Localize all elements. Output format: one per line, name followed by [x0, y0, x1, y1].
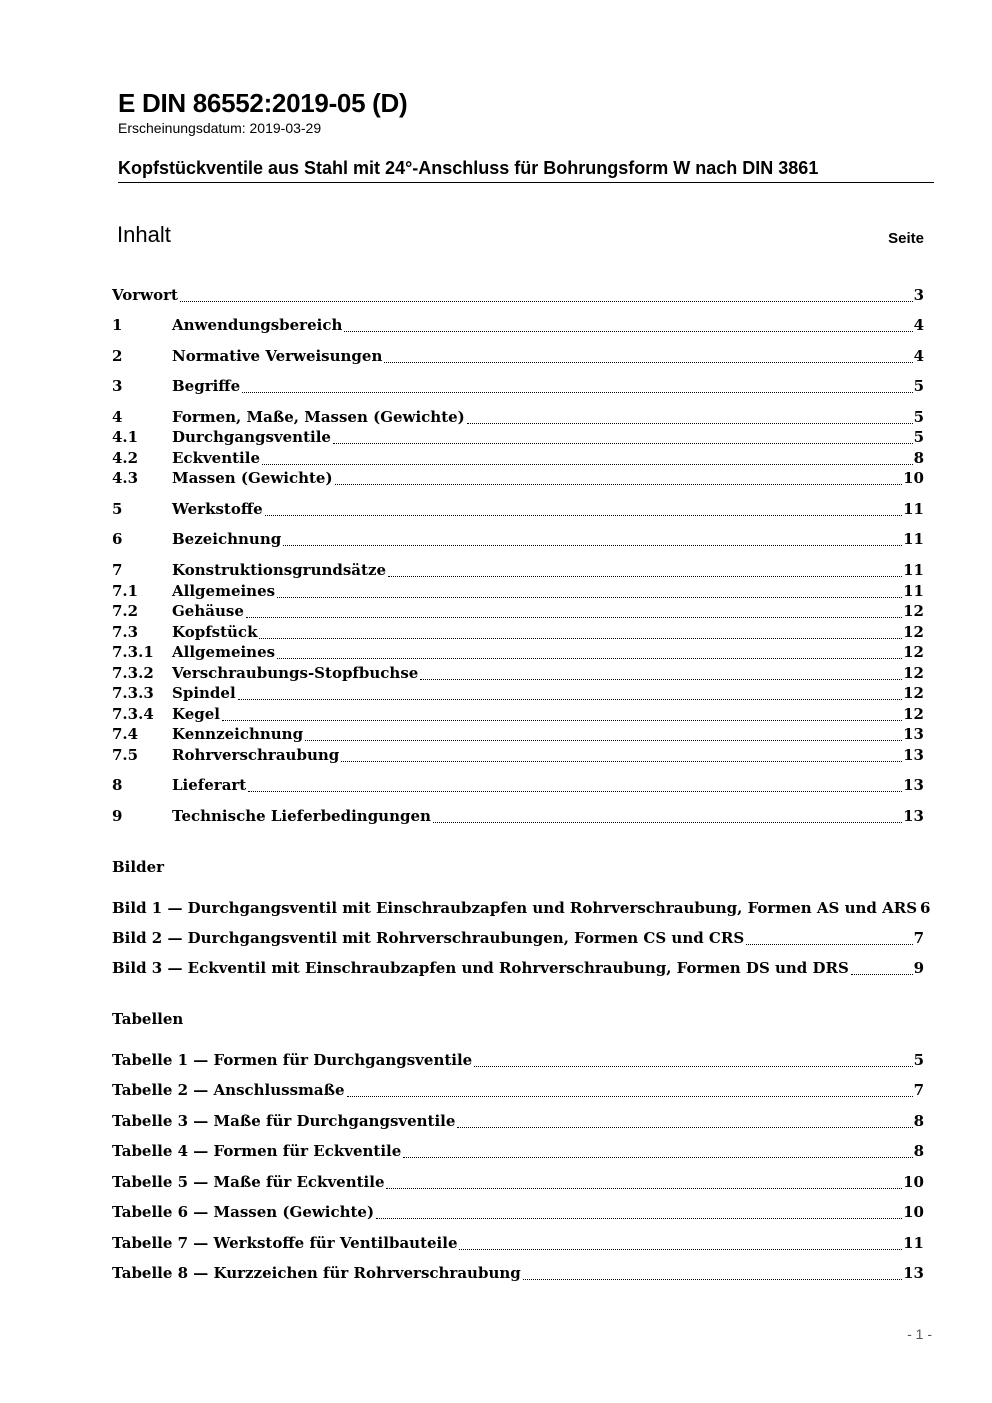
dot-leader — [459, 1249, 902, 1250]
toc-entry-text: Technische Lieferbedingungen — [172, 807, 431, 825]
toc-entry-number: 7.1 — [112, 582, 139, 600]
toc-entry-text: Lieferart — [172, 776, 247, 794]
toc-entry-page: 13 — [903, 776, 924, 794]
toc-entry-page: 5 — [913, 428, 924, 446]
dot-leader — [222, 720, 902, 721]
dot-leader — [335, 484, 903, 485]
toc-entry[interactable] — [112, 469, 924, 489]
toc-entry[interactable] — [112, 725, 924, 745]
toc-entry-number: 7.3.3 — [112, 684, 154, 702]
table-entry[interactable] — [112, 1203, 924, 1223]
toc-entry[interactable] — [112, 643, 924, 663]
table-entry[interactable] — [112, 1173, 924, 1193]
figure-entry[interactable] — [112, 929, 924, 949]
toc-entry-page: 3 — [913, 286, 924, 304]
table-entry-text: Tabelle 6 — Massen (Gewichte) — [112, 1203, 375, 1221]
toc-entry[interactable] — [112, 500, 924, 520]
toc-entry-number: 4.1 — [112, 428, 139, 446]
table-entry-page: 8 — [913, 1142, 924, 1160]
toc-entry-page: 5 — [913, 408, 924, 426]
toc-entry-number: 7.3.2 — [112, 664, 154, 682]
toc-entry[interactable] — [112, 807, 924, 827]
dot-leader — [265, 515, 902, 516]
toc-entry[interactable] — [112, 705, 924, 725]
dot-leader — [242, 392, 912, 393]
table-entry-page: 11 — [903, 1234, 924, 1252]
figure-entry-text: Bild 1 — Durchgangsventil mit Einschraubzapfen und Rohrverschraubung, Formen AS und ARS — [112, 899, 918, 917]
toc-entry-number: 3 — [112, 377, 123, 395]
toc-page-column-header: Seite — [888, 230, 924, 247]
toc-entry-number: 1 — [112, 316, 123, 334]
toc-entry-page: 13 — [903, 725, 924, 743]
toc-entry-number: 7.3.1 — [112, 643, 154, 661]
figure-entry-text: Bild 3 — Eckventil mit Einschraubzapfen und Rohrverschraubung, Formen DS und DRS — [112, 959, 849, 977]
toc-entry-page: 8 — [913, 449, 924, 467]
table-entry-page: 10 — [903, 1203, 924, 1221]
table-entry[interactable] — [112, 1142, 924, 1162]
toc-entry-page: 12 — [903, 705, 924, 723]
toc-entry-page: 12 — [903, 623, 924, 641]
toc-entry-number: 7.5 — [112, 746, 139, 764]
dot-leader — [248, 791, 902, 792]
table-entry-text: Tabelle 3 — Maße für Durchgangsventile — [112, 1112, 456, 1130]
dot-leader — [433, 822, 902, 823]
toc-entry-number: 9 — [112, 807, 123, 825]
dot-leader — [386, 1188, 902, 1189]
toc-entry[interactable] — [112, 449, 924, 469]
figure-entry-page: 6 — [920, 899, 931, 917]
toc-entry-text: Rohrverschraubung — [172, 746, 340, 764]
toc-entry-text: Verschraubungs-Stopfbuchse — [172, 664, 419, 682]
dot-leader — [523, 1279, 902, 1280]
figure-entry[interactable] — [112, 959, 924, 979]
toc-entry[interactable] — [112, 684, 924, 704]
table-entry[interactable] — [112, 1264, 924, 1284]
toc-entry-page: 12 — [903, 664, 924, 682]
dot-leader — [180, 301, 913, 302]
toc-entry-number: 7.3.4 — [112, 705, 154, 723]
table-entry-text: Tabelle 5 — Maße für Eckventile — [112, 1173, 385, 1191]
dot-leader — [474, 1066, 912, 1067]
toc-entry-page: 11 — [903, 582, 924, 600]
table-entry[interactable] — [112, 1234, 924, 1254]
toc-entry-number: 7.4 — [112, 725, 139, 743]
dot-leader — [376, 1218, 902, 1219]
dot-leader — [851, 974, 913, 975]
page-number: - 1 - — [907, 1326, 932, 1342]
toc-entry[interactable] — [112, 316, 924, 336]
dot-leader — [283, 545, 902, 546]
toc-entry-page: 11 — [903, 561, 924, 579]
toc-entry-text: Bezeichnung — [172, 530, 282, 548]
dot-leader — [403, 1157, 912, 1158]
toc-entry-text: Allgemeines — [172, 582, 276, 600]
dot-leader — [341, 761, 902, 762]
toc-entry-page: 13 — [903, 746, 924, 764]
toc-entry[interactable] — [112, 623, 924, 643]
dot-leader — [333, 443, 913, 444]
toc-entry-text: Formen, Maße, Massen (Gewichte) — [172, 408, 465, 426]
document-id: E DIN 86552:2019-05 (D) — [118, 88, 408, 118]
toc-entry-page: 5 — [913, 377, 924, 395]
toc-entry-number: 4 — [112, 408, 123, 426]
toc-entry[interactable] — [112, 746, 924, 766]
table-entry-page: 10 — [903, 1173, 924, 1191]
toc-entry[interactable] — [112, 530, 924, 550]
figures-section-label: Bilder — [112, 858, 165, 876]
dot-leader — [305, 740, 902, 741]
dot-leader — [746, 944, 912, 945]
dot-leader — [344, 331, 912, 332]
dot-leader — [262, 464, 913, 465]
toc-entry[interactable] — [112, 428, 924, 448]
toc-entry-text: Spindel — [172, 684, 236, 702]
toc-entry-text: Vorwort — [112, 286, 178, 304]
toc-entry-number: 5 — [112, 500, 123, 518]
toc-entry-text: Eckventile — [172, 449, 260, 467]
dot-leader — [277, 658, 902, 659]
toc-entry-text: Kennzeichnung — [172, 725, 304, 743]
toc-entry-page: 12 — [903, 684, 924, 702]
dot-leader — [457, 1127, 912, 1128]
toc-entry-text: Durchgangsventile — [172, 428, 331, 446]
dot-leader — [277, 597, 902, 598]
toc-entry[interactable] — [112, 286, 924, 306]
toc-entry-text: Allgemeines — [172, 643, 276, 661]
toc-entry-text: Normative Verweisungen — [172, 347, 383, 365]
table-entry-page: 7 — [913, 1081, 924, 1099]
toc-entry-page: 10 — [903, 469, 924, 487]
table-entry-page: 5 — [913, 1051, 924, 1069]
toc-entry-page: 12 — [903, 643, 924, 661]
toc-entry-text: Anwendungsbereich — [172, 316, 343, 334]
table-entry-text: Tabelle 1 — Formen für Durchgangsventile — [112, 1051, 473, 1069]
toc-entry-text: Massen (Gewichte) — [172, 469, 333, 487]
toc-entry-text: Begriffe — [172, 377, 241, 395]
toc-entry-text: Kegel — [172, 705, 220, 723]
toc-entry[interactable] — [112, 561, 924, 581]
toc-entry[interactable] — [112, 664, 924, 684]
toc-entry-page: 4 — [913, 316, 924, 334]
table-entry-text: Tabelle 7 — Werkstoffe für Ventilbauteile — [112, 1234, 458, 1252]
table-entry[interactable] — [112, 1051, 924, 1071]
toc-entry-page: 13 — [903, 807, 924, 825]
toc-entry-page: 12 — [903, 602, 924, 620]
toc-entry-number: 7 — [112, 561, 123, 579]
dot-leader — [246, 617, 902, 618]
dot-leader — [384, 362, 912, 363]
toc-entry-number: 4.3 — [112, 469, 139, 487]
table-entry-page: 13 — [903, 1264, 924, 1282]
tables-section-label: Tabellen — [112, 1010, 184, 1028]
dot-leader — [467, 423, 913, 424]
table-entry-text: Tabelle 4 — Formen für Eckventile — [112, 1142, 402, 1160]
dot-leader — [388, 576, 902, 577]
toc-entry[interactable] — [112, 582, 924, 602]
toc-entry-page: 11 — [903, 500, 924, 518]
dot-leader — [347, 1096, 913, 1097]
toc-entry-text: Kopfstück — [172, 623, 258, 641]
publication-date: Erscheinungsdatum: 2019-03-29 — [118, 120, 322, 136]
toc-entry[interactable] — [112, 347, 924, 367]
toc-entry[interactable] — [112, 408, 924, 428]
table-entry[interactable] — [112, 1081, 924, 1101]
figure-entry[interactable] — [112, 899, 931, 919]
dot-leader — [238, 699, 902, 700]
figure-entry-page: 7 — [913, 929, 924, 947]
toc-entry-text: Konstruktionsgrundsätze — [172, 561, 387, 579]
table-entry-text: Tabelle 8 — Kurzzeichen für Rohrverschraubung — [112, 1264, 521, 1282]
toc-entry-number: 2 — [112, 347, 123, 365]
toc-heading: Inhalt — [117, 222, 171, 247]
figure-entry-page: 9 — [913, 959, 924, 977]
figure-entry-text: Bild 2 — Durchgangsventil mit Rohrverschraubungen, Formen CS und CRS — [112, 929, 745, 947]
toc-entry[interactable] — [112, 602, 924, 622]
toc-entry-number: 7.3 — [112, 623, 139, 641]
table-entry-page: 8 — [913, 1112, 924, 1130]
toc-entry-number: 8 — [112, 776, 123, 794]
table-entry[interactable] — [112, 1112, 924, 1132]
toc-entry-text: Gehäuse — [172, 602, 244, 620]
toc-entry[interactable] — [112, 776, 924, 796]
toc-entry-page: 4 — [913, 347, 924, 365]
table-entry-text: Tabelle 2 — Anschlussmaße — [112, 1081, 345, 1099]
toc-entry-page: 11 — [903, 530, 924, 548]
toc-entry-number: 7.2 — [112, 602, 139, 620]
document-title: Kopfstückventile aus Stahl mit 24°-Anschluss für Bohrungsform W nach DIN 3861 — [118, 158, 819, 178]
toc-entry-text: Werkstoffe — [172, 500, 263, 518]
toc-entry[interactable] — [112, 377, 924, 397]
toc-entry-number: 4.2 — [112, 449, 139, 467]
title-divider — [118, 182, 934, 183]
toc-entry-number: 6 — [112, 530, 123, 548]
dot-leader — [420, 679, 902, 680]
dot-leader — [259, 638, 902, 639]
